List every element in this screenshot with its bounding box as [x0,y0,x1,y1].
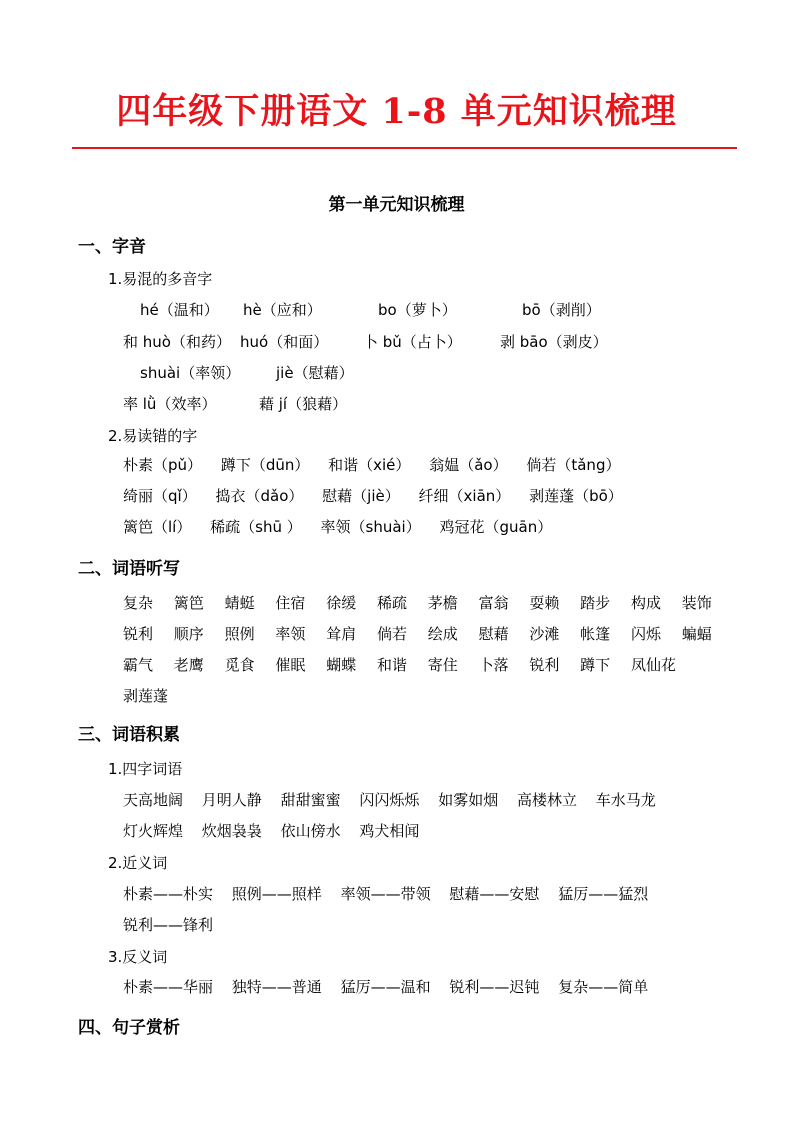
dictation-word: 构成 [630,594,661,612]
dictation-word: 茅檐 [427,594,458,612]
dictation-word: 卜落 [478,656,509,674]
subheading-four-char-idioms: 1.四字词语 [108,760,183,778]
subheading-antonyms: 3.反义词 [108,948,168,966]
dictation-word: 耍赖 [529,594,560,612]
misread-item: 剥莲蓬（bō） [529,487,623,505]
dictation-word: 踏步 [580,594,611,612]
antonym-pair: 朴素——华丽 [123,978,214,996]
idiom: 灯火辉煌 [123,822,184,840]
misread-line-2 [123,485,637,506]
polyphonic-item: bo（萝卜） [378,301,457,319]
antonym-pair: 独特——普通 [231,978,322,996]
synonym-pair: 率领——带领 [340,885,431,903]
idiom: 高楼林立 [516,791,577,809]
polyphonic-item: jiè（慰藉） [276,364,354,382]
dictation-word: 闪烁 [630,625,661,643]
polyphonic-item: shuài（率领） [140,364,241,382]
polyphonic-item: 藉 jí（狼藉） [259,395,348,413]
misread-item: 率领（shuài） [320,518,421,536]
dictation-word: 富翁 [478,594,509,612]
idiom: 天高地阔 [123,791,184,809]
misread-item: 慰藉（jiè） [322,487,400,505]
synonyms-row-2 [123,914,227,935]
polyphonic-item: hè（应和） [243,301,322,319]
dictation-word: 复杂 [123,594,154,612]
synonym-pair: 慰藉——安慰 [449,885,540,903]
dictation-word: 稀疏 [376,594,407,612]
dictation-row-1 [123,592,728,613]
polyphonic-item: bō（剥削） [522,301,601,319]
misread-item: 鸡冠花（guān） [439,518,553,536]
dictation-word: 顺序 [173,625,204,643]
title-divider [72,147,737,149]
section-heading-vocabulary: 三、词语积累 [78,725,180,745]
idioms-row-1 [123,789,670,810]
synonyms-row-1 [123,883,662,904]
dictation-word: 慰藉 [478,625,509,643]
synonym-pair: 朴素——朴实 [123,885,214,903]
dictation-word: 剥莲蓬 [123,687,169,705]
dictation-word: 率领 [275,625,306,643]
misread-item: 绮丽（qǐ） [123,487,197,505]
dictation-word: 篱笆 [173,594,204,612]
antonym-pair: 猛厉——温和 [340,978,431,996]
antonyms-row-1 [123,976,662,997]
synonym-pair: 猛厉——猛烈 [558,885,649,903]
unit-title: 第一单元知识梳理 [328,195,465,215]
synonym-pair: 照例——照样 [231,885,322,903]
misread-item: 和谐（xié） [328,456,411,474]
dictation-word: 催眠 [275,656,306,674]
idioms-row-2 [123,820,433,841]
dictation-word: 锐利 [529,656,560,674]
dictation-word: 徐缓 [326,594,357,612]
dictation-row-4 [123,685,184,706]
dictation-word: 老鹰 [173,656,204,674]
misread-item: 朴素（pǔ） [123,456,203,474]
polyphonic-item: 剥 bāo（剥皮） [500,333,608,351]
dictation-word: 霸气 [123,656,154,674]
misread-line-3 [123,516,566,537]
antonym-pair: 锐利——迟钝 [449,978,540,996]
misread-item: 倘若（tǎng） [526,456,621,474]
misread-item: 捣衣（dǎo） [215,487,304,505]
polyphonic-item: huó（和面） [240,333,329,351]
section-heading-pronunciation: 一、字音 [78,237,146,257]
misread-item: 翁媪（ǎo） [429,456,508,474]
dictation-word: 凤仙花 [630,656,676,674]
subheading-easy-misread: 2.易读错的字 [108,427,198,445]
polyphonic-item: 率 lǜ（效率） [123,395,217,413]
dictation-word: 倘若 [376,625,407,643]
dictation-word: 帐篷 [580,625,611,643]
polyphonic-item: 卜 bǔ（占卜） [363,333,462,351]
misread-item: 稀疏（shū ） [210,518,302,536]
subheading-synonyms: 2.近义词 [108,854,168,872]
polyphonic-line-2 [0,331,793,351]
idiom: 依山傍水 [280,822,341,840]
polyphonic-line-4 [0,393,793,413]
dictation-word: 寄住 [427,656,458,674]
subheading-polyphonic: 1.易混的多音字 [108,270,213,288]
document-title: 四年级下册语文 1-8 单元知识梳理 [116,91,677,132]
dictation-word: 和谐 [376,656,407,674]
dictation-row-2 [123,623,728,644]
dictation-row-3 [123,654,692,675]
idiom: 如雾如烟 [438,791,499,809]
idiom: 车水马龙 [595,791,656,809]
misread-item: 纤细（xiān） [418,487,511,505]
dictation-word: 蜻蜓 [224,594,255,612]
misread-item: 蹲下（dūn） [220,456,310,474]
misread-line-1 [123,454,634,475]
idiom: 炊烟袅袅 [201,822,262,840]
dictation-word: 蝴蝶 [326,656,357,674]
dictation-word: 蹲下 [580,656,611,674]
idiom: 甜甜蜜蜜 [280,791,341,809]
idiom: 月明人静 [201,791,262,809]
polyphonic-line-1 [0,299,793,319]
dictation-word: 觅食 [224,656,255,674]
synonym-pair: 锐利——锋利 [123,916,214,934]
dictation-word: 沙滩 [529,625,560,643]
dictation-word: 绘成 [427,625,458,643]
idiom: 闪闪烁烁 [359,791,420,809]
dictation-word: 装饰 [681,594,712,612]
dictation-word: 蝙蝠 [681,625,712,643]
polyphonic-line-3 [0,362,793,382]
section-heading-dictation: 二、词语听写 [78,559,180,579]
misread-item: 篱笆（lí） [123,518,192,536]
polyphonic-item: 和 huò（和药） [123,333,231,351]
dictation-word: 住宿 [275,594,306,612]
dictation-word: 耸肩 [326,625,357,643]
dictation-word: 照例 [224,625,255,643]
polyphonic-item: hé（温和） [140,301,219,319]
antonym-pair: 复杂——简单 [558,978,649,996]
section-heading-sentence-appreciation: 四、句子赏析 [78,1018,180,1038]
dictation-word: 锐利 [123,625,154,643]
idiom: 鸡犬相闻 [359,822,420,840]
